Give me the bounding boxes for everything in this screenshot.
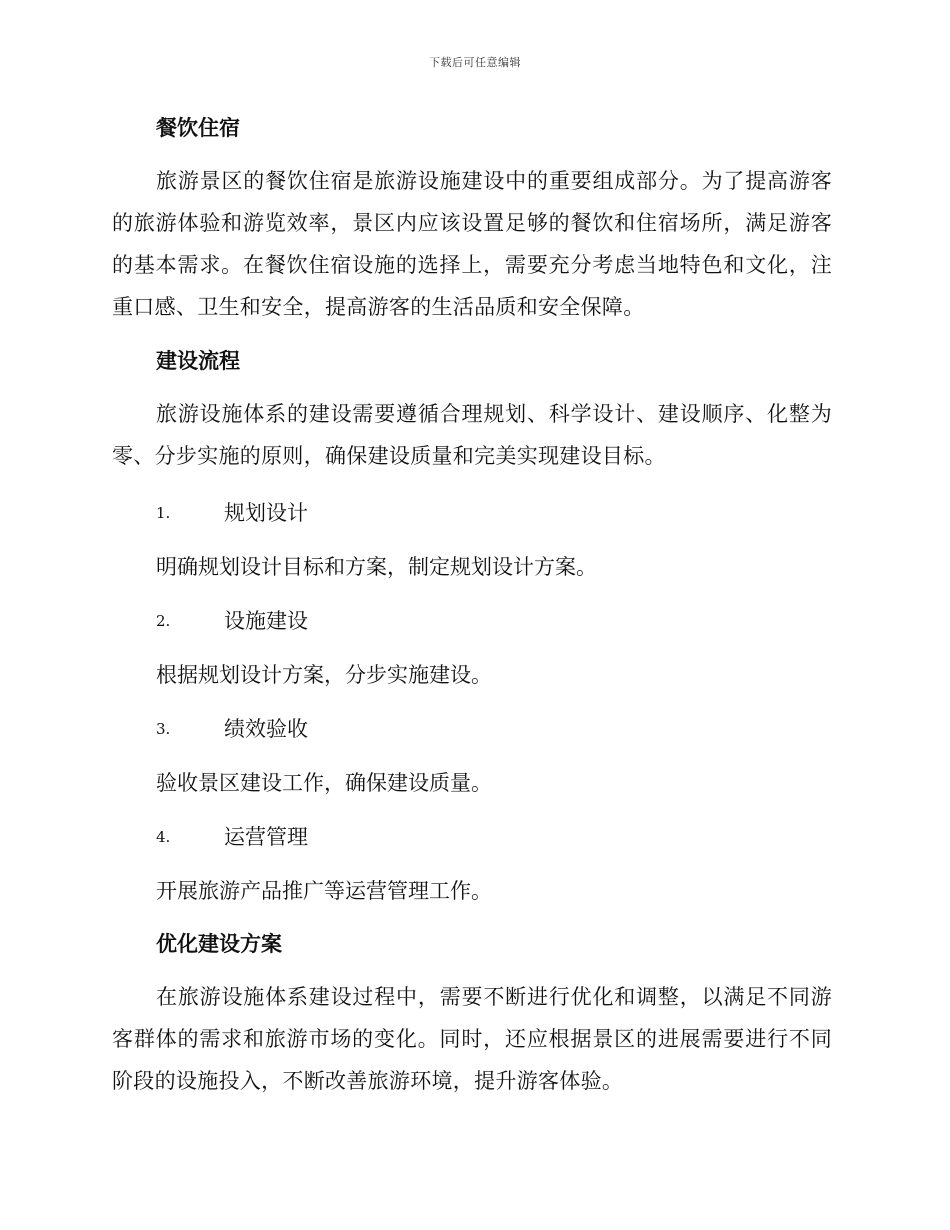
list-item-title: 规划设计 xyxy=(224,501,308,525)
list-item-number: 3. xyxy=(156,720,171,738)
list-item-title: 运营管理 xyxy=(224,825,308,849)
list-item-title: 设施建设 xyxy=(224,609,308,633)
list-item xyxy=(112,708,832,750)
list-item xyxy=(112,600,832,642)
heading-dining: 餐饮住宿 xyxy=(156,116,240,140)
list-item-description: 根据规划设计方案，分步实施建设。 xyxy=(156,663,492,687)
list-item-number: 4. xyxy=(156,828,171,846)
paragraph-process: 旅游设施体系的建设需要遵循合理规划、科学设计、建设顺序、化整为零、分步实施的原则，确保建设质量和完美实现建设目标。 xyxy=(112,402,832,468)
list-item-number: 1. xyxy=(156,504,171,522)
paragraph-dining: 旅游景区的餐饮住宿是旅游设施建设中的重要组成部分。为了提高游客的旅游体验和游览效率，景区内应该设置足够的餐饮和住宿场所，满足游客的基本需求。在餐饮住宿设施的选择上，需要充分考虑当地特色和文化，注重口感、卫生和安全，提高游客的生活品质和安全保障。 xyxy=(112,169,832,319)
list-item-number: 2. xyxy=(156,612,171,630)
paragraph-optimize: 在旅游设施体系建设过程中，需要不断进行优化和调整，以满足不同游客群体的需求和旅游市场的变化。同时，还应根据景区的进展需要进行不同阶段的设施投入，不断改善旅游环境，提升游客体验。 xyxy=(112,985,832,1093)
list-item-title: 绩效验收 xyxy=(224,717,308,741)
list-item-description: 开展旅游产品推广等运营管理工作。 xyxy=(156,879,492,903)
list-item xyxy=(112,816,832,858)
list-item-description: 验收景区建设工作，确保建设质量。 xyxy=(156,771,492,795)
list-item-description: 明确规划设计目标和方案，制定规划设计方案。 xyxy=(156,555,597,579)
heading-process: 建设流程 xyxy=(156,349,240,373)
heading-optimize: 优化建设方案 xyxy=(156,932,282,956)
header-note: 下载后可任意编辑 xyxy=(429,56,521,69)
document-body xyxy=(112,108,832,1102)
list-item xyxy=(112,492,832,534)
